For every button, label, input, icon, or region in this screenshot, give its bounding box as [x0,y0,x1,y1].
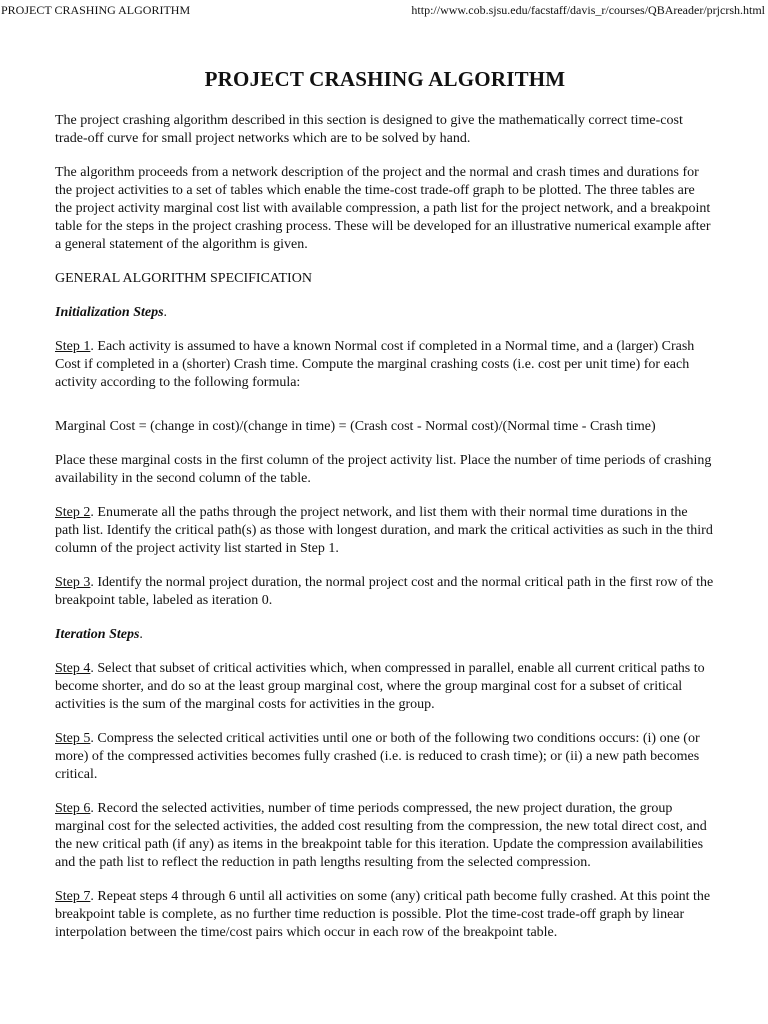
step-label: Step 7 [55,889,91,904]
step-7 [55,888,715,942]
step-text: . Identify the normal project duration, the normal project cost and the normal critical path in the first row of the breakpoint table, labeled as iteration 0. [55,575,714,608]
step-text: . Each activity is assumed to have a known Normal cost if completed in a Normal time, and a (larger) Crash Cost if completed in a (shorter) Crash time. Compute the marginal crashing costs (i.e. cost per unit time) for each activity according to the following formula: [55,339,695,390]
header-url[interactable]: http://www.cob.sjsu.edu/facstaff/davis_r/courses/QBAreader/prjcrsh.html [411,3,765,17]
step-label: Step 3 [55,575,91,590]
step-4 [55,660,715,714]
step-label: Step 5 [55,731,91,746]
step-text: . Enumerate all the paths through the project network, and list them with their normal time durations in the path list. Identify the critical path(s) as those with longest duration, and mark the critical activities as such in the third column of the project activity list started in Step 1. [55,505,713,556]
iteration-heading-text: Iteration Steps [55,627,140,642]
initialization-heading-text: Initialization Steps [55,305,164,320]
step-text: . Select that subset of critical activities which, when compressed in parallel, enable all current critical paths to become shorter, and do so at the least group marginal cost, where the group marginal cost for a subset of critical activities is the sum of the marginal costs for activities in the group. [55,661,705,712]
step-3 [55,574,715,610]
step-text: . Compress the selected critical activities until one or both of the following two conditions occurs: (i) one (or more) of the compressed activities becomes fully crashed (i.e. is reduced to crash time); or (ii) a new path becomes critical. [55,731,700,782]
step-label: Step 4 [55,661,91,676]
section-heading: GENERAL ALGORITHM SPECIFICATION [55,271,312,286]
step-text: . Record the selected activities, number of time periods compressed, the new project duration, the group marginal cost for the selected activities, the added cost resulting from the compression, the new total direct cost, and the new critical path (if any) as items in the breakpoint table for this iteration. Update the compression availabilities and the path list to reflect the reduction in path lengths resulting from the selected compression. [55,801,707,870]
page-title: PROJECT CRASHING ALGORITHM [204,67,566,91]
iteration-heading-period: . [139,627,143,642]
after-formula-paragraph: Place these marginal costs in the first column of the project activity list. Place the number of time periods of crashing availability in the second column of the table. [55,453,712,486]
initialization-heading-period: . [163,305,168,320]
step-label: Step 1 [55,339,91,354]
step-6 [55,800,715,872]
step-label: Step 2 [55,505,91,520]
step-5 [55,730,715,784]
intro-paragraph-2: The algorithm proceeds from a network description of the project and the normal and crash times and durations for the project activities to a set of tables which enable the time-cost trade-off graph to be plotted. The three tables are the project activity marginal cost list with available compression, a path list for the project network, and a breakpoint table for the steps in the project crashing process. These will be developed for an illustrative numerical example after a general statement of the algorithm is given. [55,165,711,252]
intro-paragraph-1: The project crashing algorithm described in this section is designed to give the mathematically correct time-cost trade-off curve for small project networks which are to be solved by hand. [55,113,683,146]
step-2 [55,504,715,558]
step-1 [55,338,715,392]
initialization-heading [55,304,715,322]
page-header [0,3,768,19]
formula: Marginal Cost = (change in cost)/(change in time) = (Crash cost - Normal cost)/(Normal time - Crash time) [55,419,656,434]
step-label: Step 6 [55,801,91,816]
document-body [55,66,715,958]
iteration-heading [55,626,715,644]
step-text: . Repeat steps 4 through 6 until all activities on some (any) critical path become fully crashed. At this point the breakpoint table is complete, as no further time reduction is possible. Plot the time-cost trade-off graph by linear interpolation between the time/cost pairs which occur in each row of the breakpoint table. [55,889,711,940]
header-title: PROJECT CRASHING ALGORITHM [1,3,191,17]
